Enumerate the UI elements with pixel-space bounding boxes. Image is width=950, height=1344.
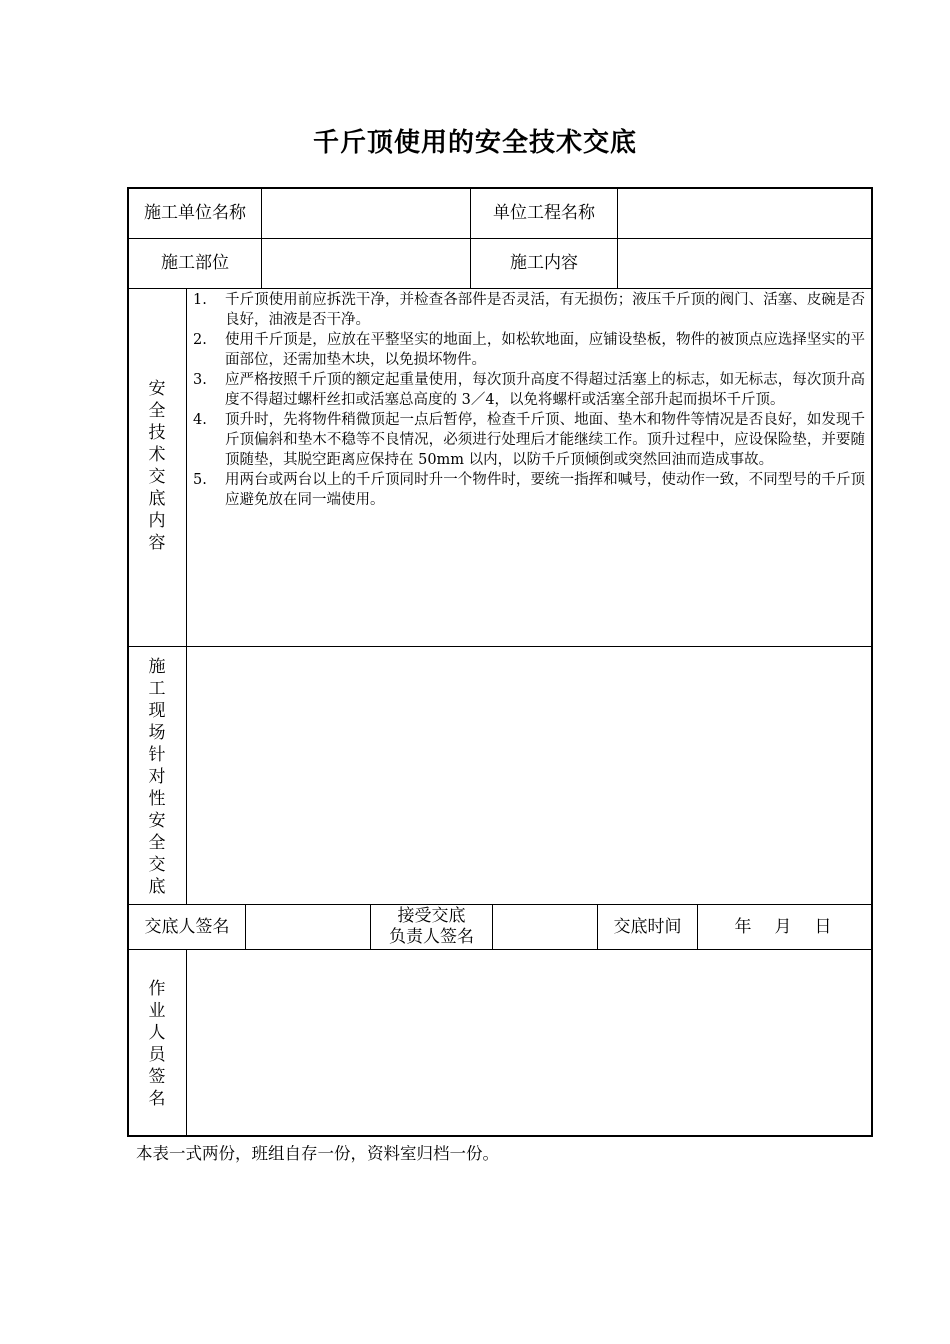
row-divider <box>127 288 873 289</box>
item-number: 2. <box>193 332 207 348</box>
disclosure-time-label: 交底时间 <box>613 916 682 937</box>
worker-signature-area[interactable] <box>187 950 871 1135</box>
receiver-label-line1: 接受交底 <box>397 906 466 926</box>
disclosure-date-field[interactable]: 年 月 日 <box>734 916 835 937</box>
item-number: 4. <box>193 412 207 428</box>
site-specific-disclosure-area[interactable] <box>187 647 871 904</box>
receiver-signature-field[interactable] <box>493 905 597 949</box>
construction-location-label: 施工部位 <box>161 253 229 274</box>
item-text: 顶升时，先将物件稍微顶起一点后暂停，检查千斤顶、地面、垫木和物件等情况是否良好，如发现千斤顶偏斜和垫木不稳等不良情况，必须进行处理后才能继续工作。顶升过程中，应设保险垫，并要随顶随垫，其脱空距离应保持在 50mm 以内，以防千斤顶倾倒或突然回油而造成事故。 <box>225 412 865 468</box>
construction-location-value[interactable] <box>262 239 470 288</box>
item-number: 3. <box>193 372 207 388</box>
safety-item <box>193 470 865 510</box>
construction-content-label: 施工内容 <box>510 253 578 274</box>
receiver-label-line2: 负责人签名 <box>389 927 474 947</box>
item-number: 5. <box>193 472 207 488</box>
project-name-label: 单位工程名称 <box>493 203 595 224</box>
site-specific-disclosure-label: 施工现场针对性安全交底 <box>148 657 166 897</box>
construction-unit-name-label: 施工单位名称 <box>144 203 246 224</box>
discloser-signature-field[interactable] <box>246 905 370 949</box>
construction-unit-name-value[interactable] <box>262 189 470 238</box>
footer-note: 本表一式两份，班组自存一份，资料室归档一份。 <box>136 1144 499 1163</box>
worker-signature-label: 作业人员签名 <box>148 979 166 1109</box>
page-title: 千斤顶使用的安全技术交底 <box>312 128 637 158</box>
item-number: 1. <box>193 292 207 308</box>
item-text: 使用千斤顶是，应放在平整坚实的地面上，如松软地面，应铺设垫板，物件的被顶点应选择坚实的平面部位，还需加垫木块，以免损坏物件。 <box>225 332 865 368</box>
safety-disclosure-label: 安全技术交底内容 <box>148 379 166 553</box>
receiver-signature-label <box>371 905 492 949</box>
item-text: 千斤顶使用前应拆洗干净，并检查各部件是否灵活，有无损伤；液压千斤顶的阀门、活塞、皮碗是否良好，油液是否干净。 <box>225 292 865 328</box>
safety-item <box>193 410 865 470</box>
safety-item <box>193 370 865 410</box>
construction-content-value[interactable] <box>618 239 871 288</box>
safety-item <box>193 330 865 370</box>
safety-disclosure-content <box>193 290 865 510</box>
item-text: 用两台或两台以上的千斤顶同时升一个物件时，要统一指挥和喊号，使动作一致，不同型号的千斤顶应避免放在同一端使用。 <box>225 472 865 508</box>
discloser-signature-label: 交底人签名 <box>144 916 230 937</box>
item-text: 应严格按照千斤顶的额定起重量使用，每次顶升高度不得超过活塞上的标志，如无标志，每次顶升高度不得超过螺杆丝扣或活塞总高度的 3／4，以免将螺杆或活塞全部升起而损坏千斤顶。 <box>225 372 865 408</box>
safety-item <box>193 290 865 330</box>
project-name-value[interactable] <box>618 189 871 238</box>
